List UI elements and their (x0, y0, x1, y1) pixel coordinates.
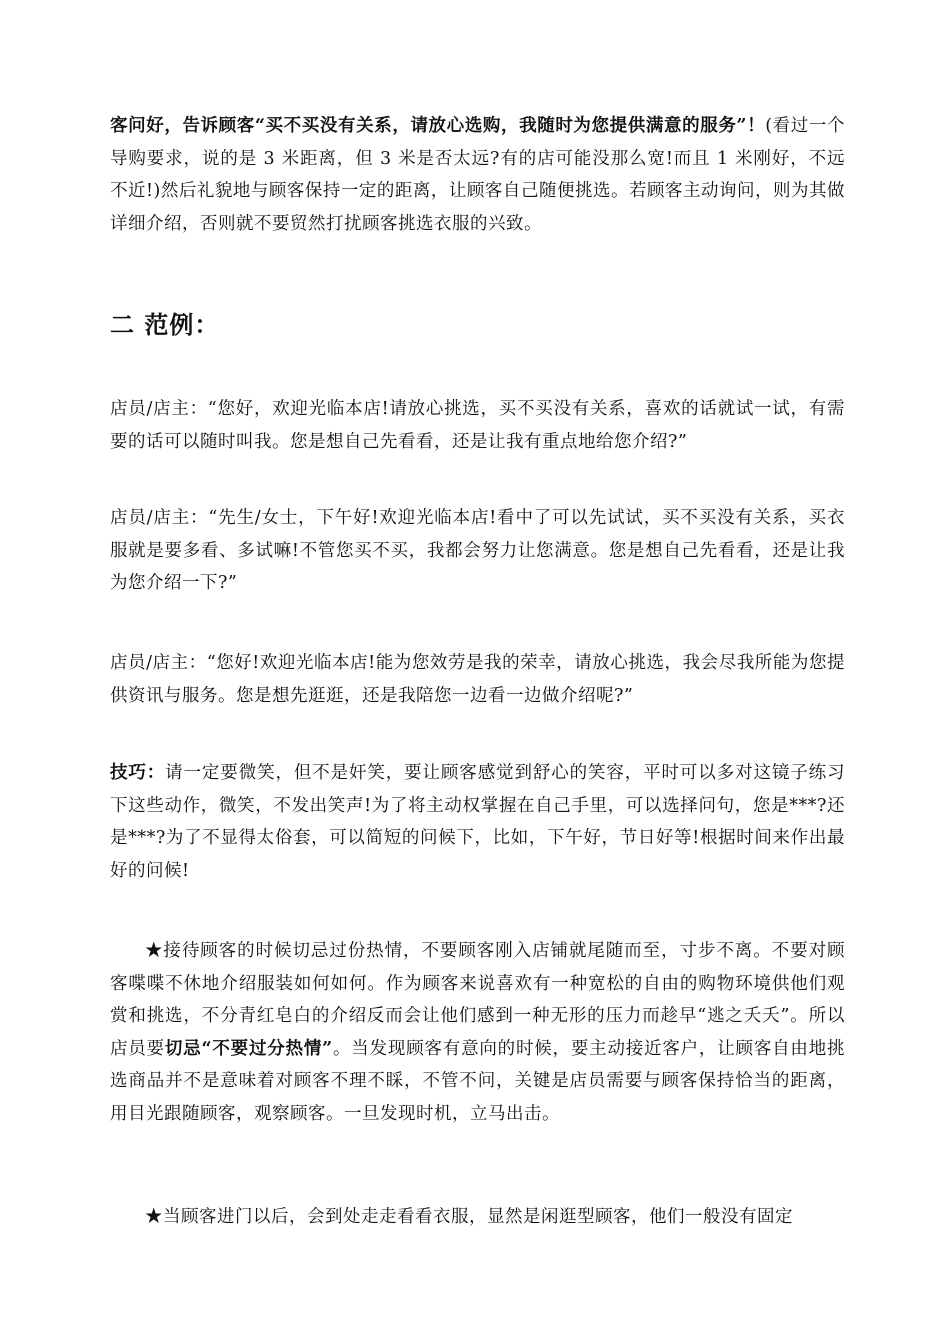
star1-bold-text: 切忌“不要过分热情” (164, 1038, 333, 1059)
intro-paragraph (110, 110, 845, 240)
example-2 (110, 502, 845, 600)
tip-paragraph (110, 757, 845, 887)
example-2-text: 店员/店主：“先生/女士，下午好!欢迎光临本店!看中了可以先试试，买不买没有关系，买衣服就是要多看、多试嘛!不管您买不买，我都会努力让您满意。您是想自己先看看，还是让我为您介绍一下?” (110, 508, 845, 593)
example-3 (110, 647, 845, 712)
example-3-text: 店员/店主：“您好!欢迎光临本店!能为您效劳是我的荣幸，请放心挑选，我会尽我所能为您提供资讯与服务。您是想先逛逛，还是我陪您一边看一边做介绍呢?” (110, 653, 845, 706)
example-1 (110, 393, 845, 458)
section-heading: 二 范例： (110, 311, 220, 339)
tip-text: 请一定要微笑，但不是奸笑，要让顾客感觉到舒心的笑容，平时可以多对这镜子练习下这些动作，微笑，不发出笑声!为了将主动权掌握在自己手里，可以选择问句，您是***?还是***?为了不显得太俗套，可以简短的问候下，比如，下午好，节日好等!根据时间来作出最好的问候! (110, 763, 845, 881)
star2-text: ★当顾客进门以后，会到处走走看看衣服，显然是闲逛型顾客，他们一般没有固定 (145, 1207, 793, 1227)
tip-label: 技巧： (110, 763, 166, 783)
example-1-text: 店员/店主：“您好，欢迎光临本店!请放心挑选，买不买没有关系，喜欢的话就试一试，有需要的话可以随时叫我。您是想自己先看看，还是让我有重点地给您介绍?” (110, 399, 845, 452)
intro-bold-text: 客问好，告诉顾客“买不买没有关系，请放心选购，我随时为您提供满意的服务”！ (110, 116, 766, 136)
star-paragraph-1 (110, 935, 845, 1130)
star1-text-after: 。当发现顾客有意向的时候，要主动接近客户，让顾客自由地挑选商品并不是意味着对顾客不理不睬，不管不问，关键是店员需要与顾客保持恰当的距离，用目光跟随顾客，观察顾客。一旦发现时机，立马出击。 (110, 1038, 846, 1124)
star-paragraph-2 (110, 1201, 845, 1234)
star1-text-before: ★接待顾客的时候切忌过份热情，不要顾客刚入店铺就尾随而至，寸步不离。不要对顾客喋喋不休地介绍服装如何如何。作为顾客来说喜欢有一种宽松的自由的购物环境供他们观赏和挑选，不分青红皂白的介绍反而会让他们感到一种无形的压力而趁早“逃之夭夭”。所以店员要 (110, 941, 845, 1059)
intro-text: (看过一个导购要求，说的是 3 米距离，但 3 米是否太远?有的店可能没那么宽!而且 1 米刚好，不远不近!)然后礼貌地与顾客保持一定的距离，让顾客自己随便挑选。若顾客主动询问，则为其做详细介绍，否则就不要贸然打扰顾客挑选衣服的兴致。 (110, 116, 845, 234)
